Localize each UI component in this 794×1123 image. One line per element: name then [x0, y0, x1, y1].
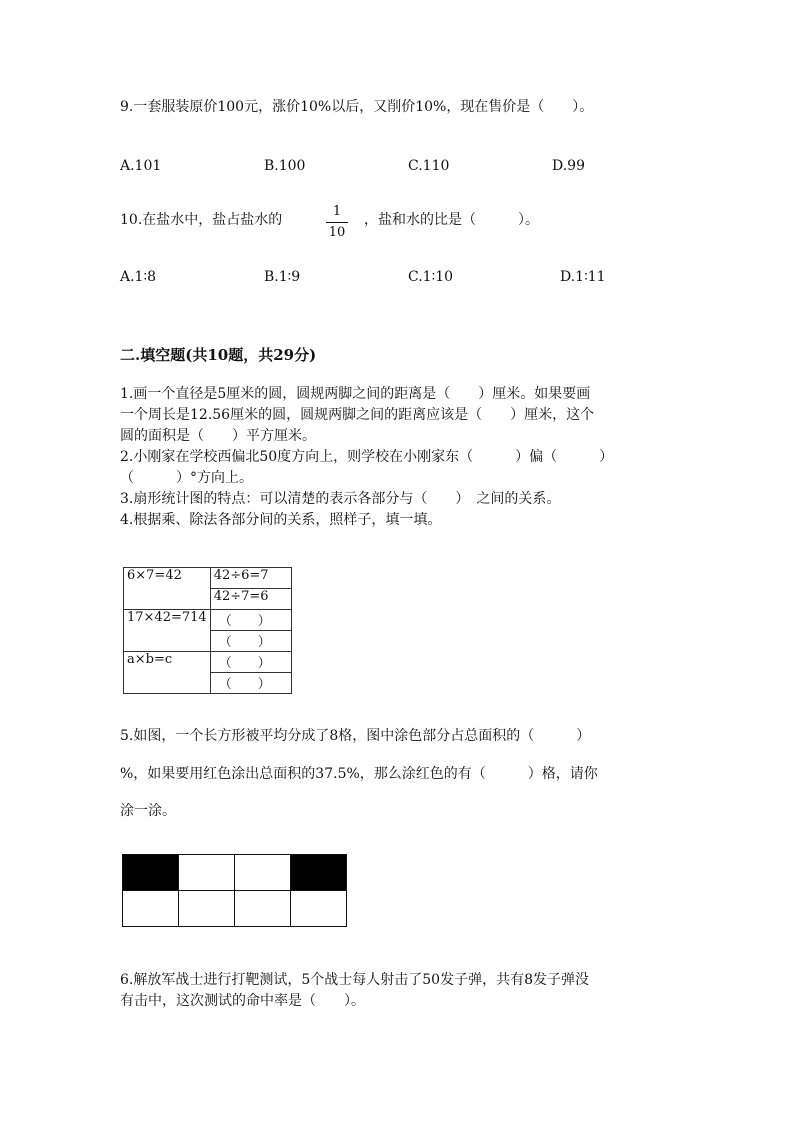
- fill-q1-line3: 圆的面积是（ ）平方厘米。: [120, 428, 316, 444]
- fill-q5-line1: 5.如图，一个长方形被平均分成了8格，图中涂色部分占总面积的（ ）: [120, 728, 591, 744]
- option-c[interactable]: C.110: [408, 158, 450, 174]
- question-9-options: [120, 158, 680, 178]
- table-cell-answer[interactable]: （ ）: [210, 610, 291, 631]
- option-c[interactable]: C.1∶10: [408, 269, 454, 285]
- grid-cell[interactable]: [235, 891, 291, 927]
- grid-cell-shaded[interactable]: [291, 855, 347, 891]
- fill-q5-line2: %，如果要用红色涂出总面积的37.5%，那么涂红色的有（ ）格，请你: [120, 766, 598, 782]
- table-row: [124, 568, 292, 589]
- table-cell-answer[interactable]: （ ）: [210, 652, 291, 673]
- fill-q6-line2: 有击中，这次测试的命中率是（ ）。: [120, 993, 365, 1009]
- table-cell-given: a×b=c: [124, 652, 211, 694]
- fill-q5-line3: 涂一涂。: [120, 803, 176, 819]
- grid-row: [123, 891, 347, 927]
- table-cell-derived: 42÷6=7: [210, 568, 291, 589]
- grid-cell[interactable]: [235, 855, 291, 891]
- table-cell-derived: 42÷7=6: [210, 589, 291, 610]
- grid-cell[interactable]: [179, 855, 235, 891]
- fill-q3: 3.扇形统计图的特点：可以清楚的表示各部分与（ ） 之间的关系。: [120, 491, 561, 507]
- question-9-text: 9.一套服装原价100元，涨价10%以后，又削价10%，现在售价是（ ）。: [120, 99, 594, 115]
- grid-cell[interactable]: [179, 891, 235, 927]
- question-10-options: [120, 269, 680, 289]
- fill-q2-line2: （ ）°方向上。: [120, 470, 253, 486]
- grid-cell-shaded[interactable]: [123, 855, 179, 891]
- question-10-prefix: 10.在盐水中，盐占盐水的: [120, 212, 283, 228]
- question-10-suffix: ，盐和水的比是（ ）。: [364, 212, 539, 228]
- table-cell-answer[interactable]: （ ）: [210, 631, 291, 652]
- relation-table: [123, 567, 292, 694]
- fill-q1-line2: 一个周长是12.56厘米的圆，圆规两脚之间的距离应该是（ ）厘米，这个: [120, 407, 595, 423]
- grid-cell[interactable]: [123, 891, 179, 927]
- option-b[interactable]: B.1∶9: [264, 269, 301, 285]
- fill-q1-line1: 1.画一个直径是5厘米的圆，圆规两脚之间的距离是（ ）厘米。如果要画: [120, 386, 591, 402]
- fill-q6-line1: 6.解放军战士进行打靶测试，5个战士每人射击了50发子弹，共有8发子弹没: [120, 972, 589, 988]
- section-title: 二.填空题(共10题，共29分): [120, 346, 317, 364]
- table-row: [124, 652, 292, 673]
- fraction-bar: [326, 222, 348, 223]
- option-a[interactable]: A.1∶8: [120, 269, 157, 285]
- rectangle-grid: [122, 854, 347, 927]
- option-b[interactable]: B.100: [264, 158, 306, 174]
- table-row: [124, 610, 292, 631]
- fraction-one-tenth: [326, 204, 348, 241]
- fill-q2-line1: 2.小刚家在学校西偏北50度方向上，则学校在小刚家东（ ）偏（ ）: [120, 449, 614, 465]
- option-a[interactable]: A.101: [120, 158, 162, 174]
- fraction-denominator: 10: [328, 225, 346, 240]
- table-cell-given: 17×42=714: [124, 610, 211, 652]
- grid-row: [123, 855, 347, 891]
- option-d[interactable]: D.1∶11: [560, 269, 606, 285]
- table-cell-given: 6×7=42: [124, 568, 211, 610]
- fraction-numerator: 1: [332, 204, 342, 219]
- grid-cell[interactable]: [291, 891, 347, 927]
- fill-q4: 4.根据乘、除法各部分间的关系，照样子，填一填。: [120, 512, 442, 528]
- option-d[interactable]: D.99: [552, 158, 585, 174]
- table-cell-answer[interactable]: （ ）: [210, 673, 291, 694]
